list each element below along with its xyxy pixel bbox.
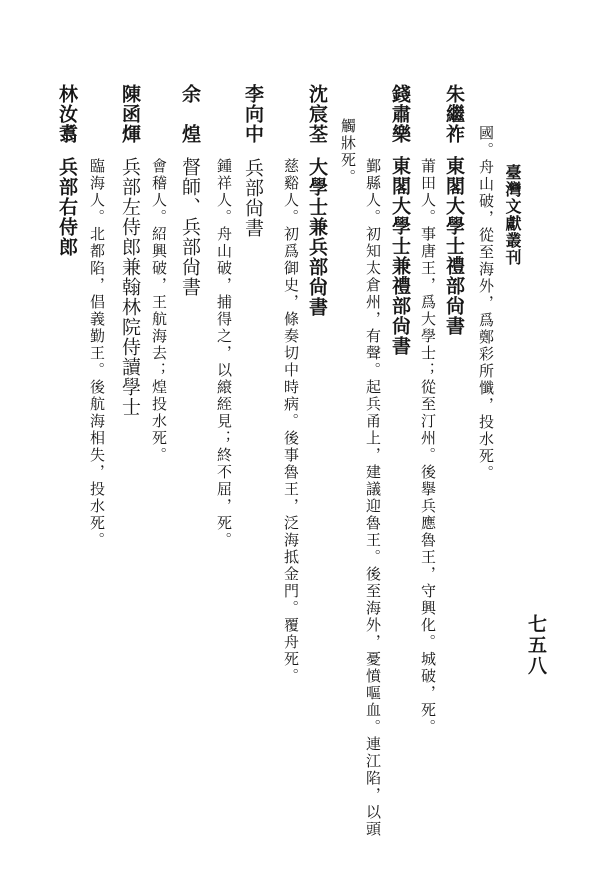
entry-text-4: 觸牀死。 [339,118,357,186]
entry-text-3: 鄞縣人。初知太倉州，有聲。起兵甬上，建議迎魯王。後至海外，憂憤嘔血。連江陷，以頭 [364,158,382,838]
official-title-5: 督師、兵部尙書 [179,157,201,297]
entry-text-2: 莆田人。事唐王，爲大學士；從至汀州。後擧兵應魯王，守興化。城破，死。 [419,158,437,736]
person-name-4: 李向中 [242,84,264,144]
entry-text-8: 臨海人。北都陷，倡義勤王。後航海相失，投水死。 [88,158,106,549]
person-name-6: 陳函煇 [119,84,141,144]
entry-text-1: 國。舟山破，從至海外，爲鄭彩所懺，投水死。 [477,125,495,482]
entry-text-5: 慈谿人。初爲御史，條奏切中時病。後事魯王，泛海抵金門。覆舟死。 [282,158,300,685]
person-name-3: 沈宸荃 [306,84,328,144]
person-name-7: 林汝翥 [56,84,78,144]
official-title-4: 兵部尙書 [242,158,264,238]
entry-text-6: 鍾祥人。舟山破，捕得之，以縗絰見；終不屈，死。 [215,158,233,549]
person-name-5: 余 煌 [179,84,201,144]
person-name-1: 朱繼祚 [443,84,465,144]
official-title-2: 東閣大學士兼禮部尙書 [389,156,411,356]
entry-text-7: 會稽人。紹興破，王航海去；煌投水死。 [150,158,168,464]
official-title-3: 大學士兼兵部尙書 [306,157,328,317]
person-name-2: 錢肅樂 [389,84,411,144]
page-number: 七五八 [525,614,547,677]
official-title-1: 東閣大學士禮部尙書 [443,156,465,336]
official-title-7: 兵部右侍郎 [56,157,78,257]
official-title-6: 兵部左侍郎兼翰林院侍讀學士 [119,157,141,417]
journal-title: 臺灣文獻叢刊 [503,164,522,266]
